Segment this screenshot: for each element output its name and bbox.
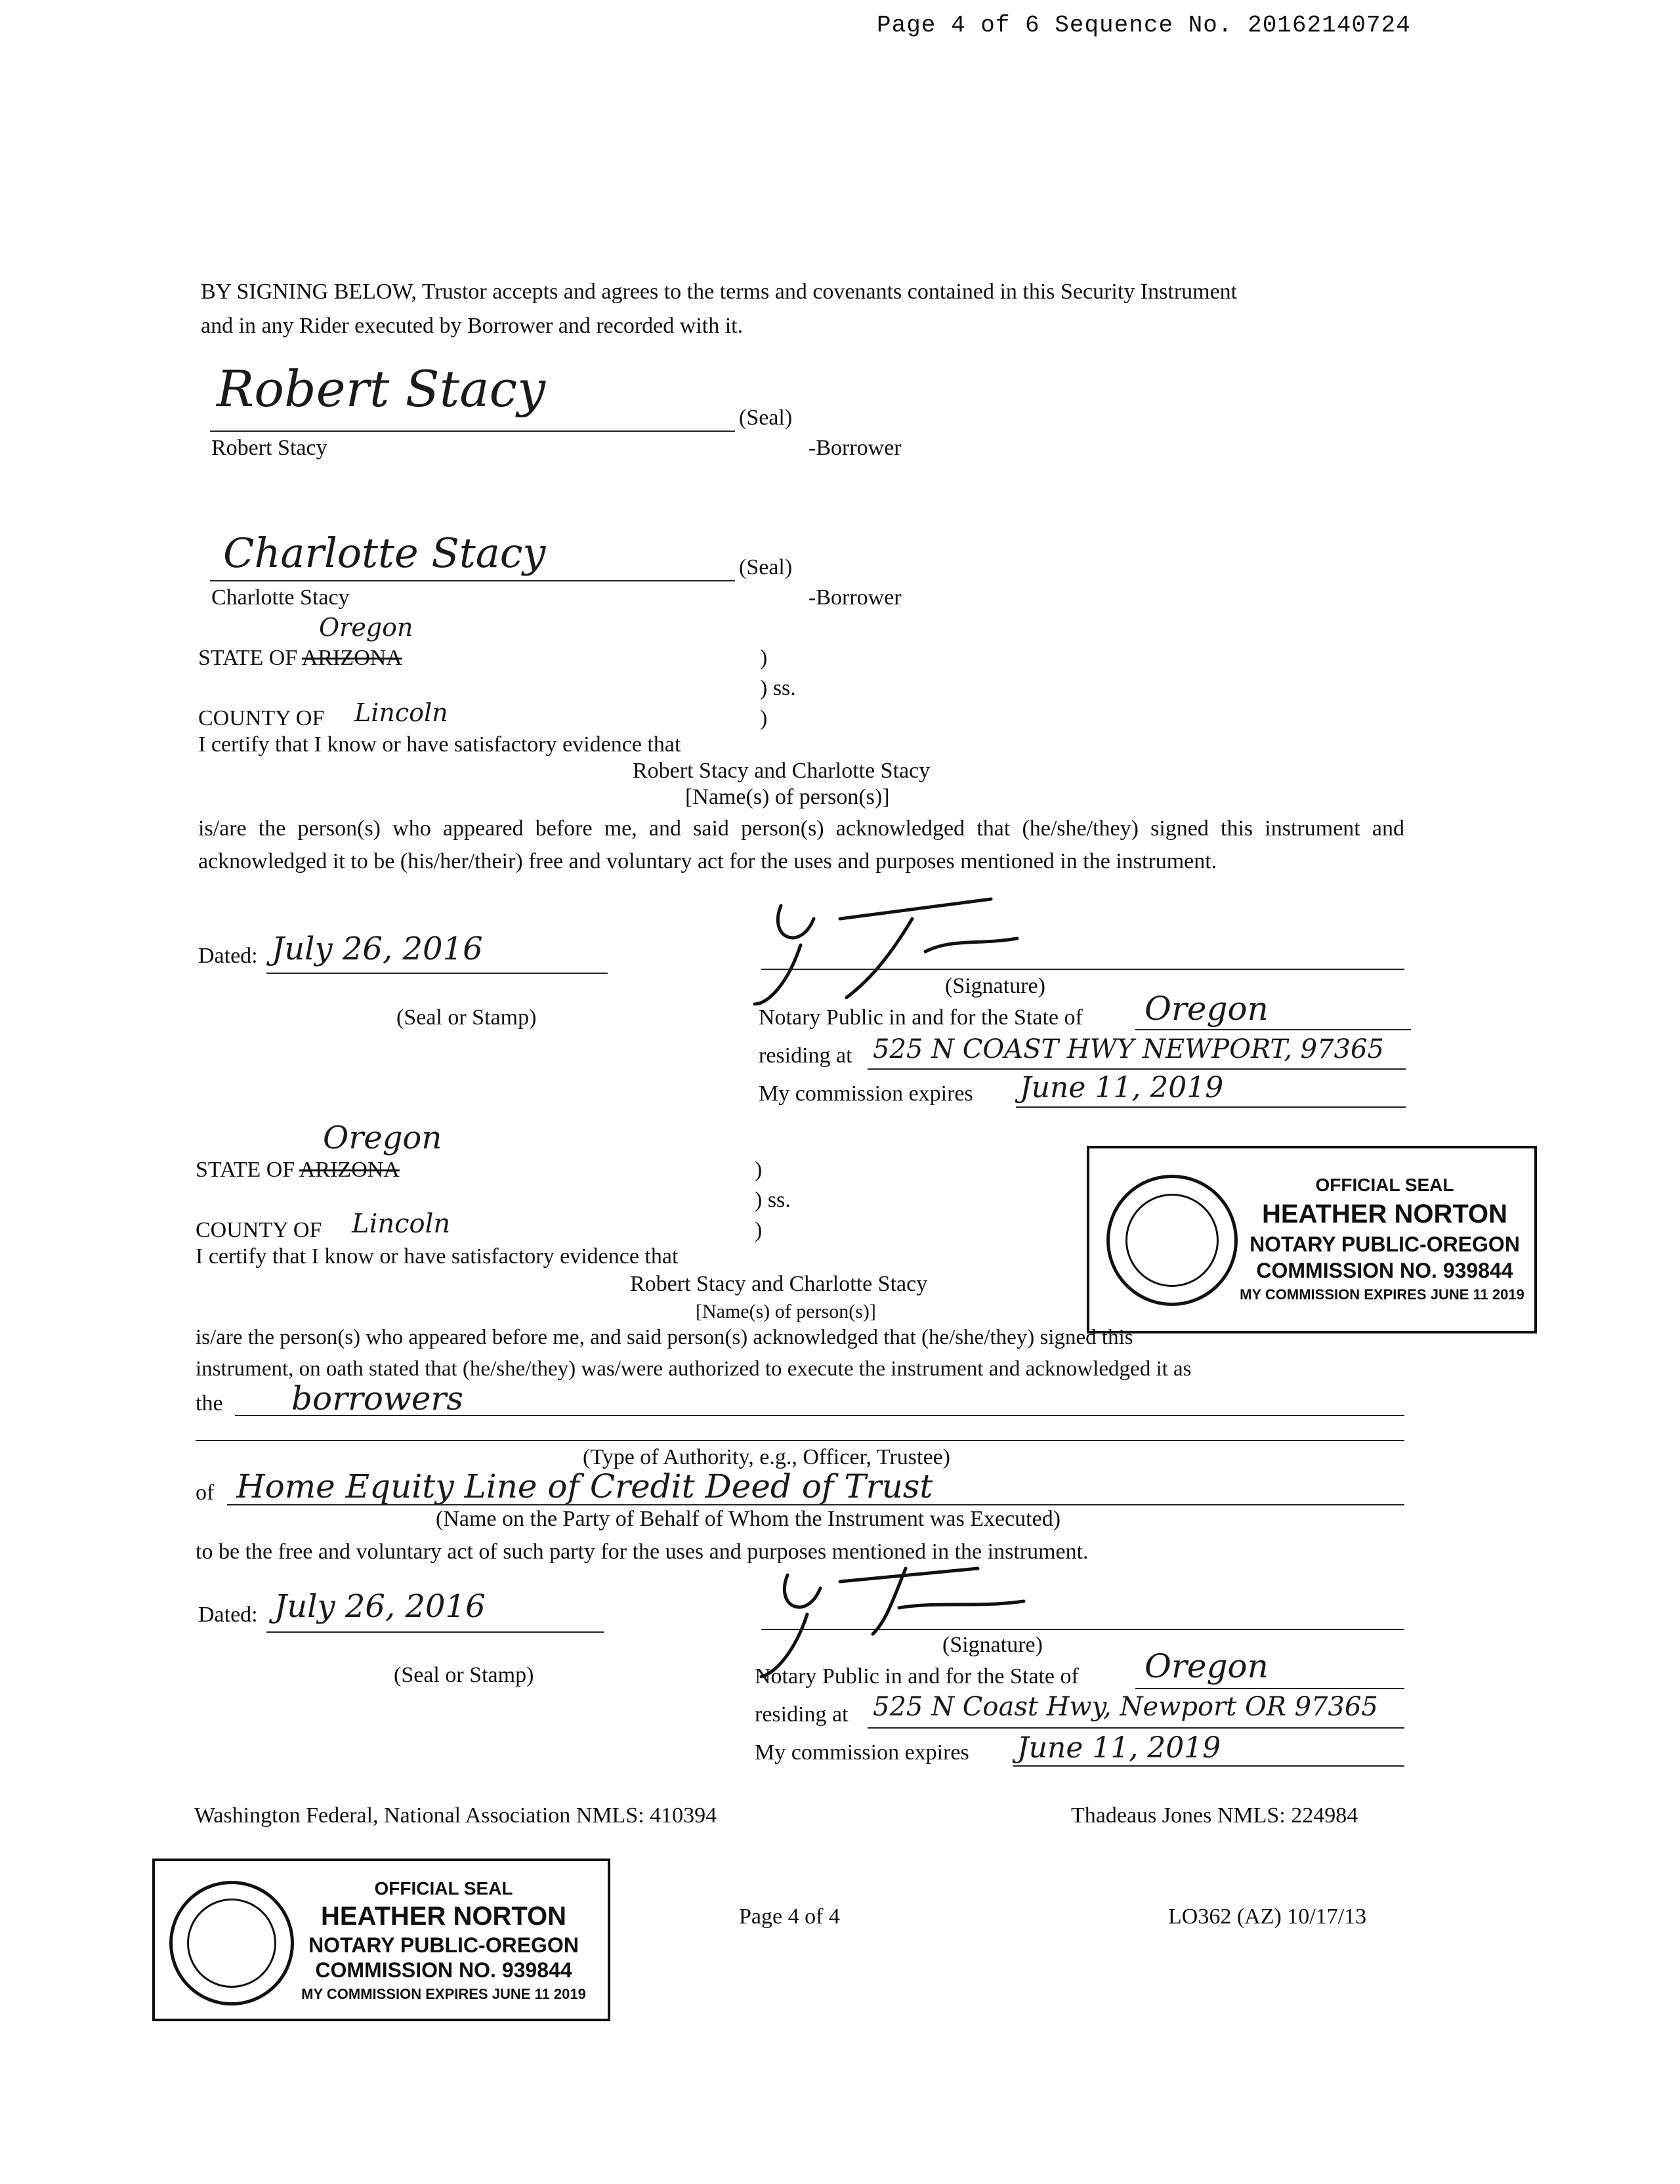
- seal-line-official: OFFICIAL SEAL: [1315, 1175, 1454, 1195]
- ack2-of-value: Home Equity Line of Credit Deed of Trust: [236, 1467, 933, 1505]
- ack2-notary-state-line: [1135, 1688, 1404, 1689]
- intro-line-2: and in any Rider executed by Borrower and recorded with it.: [201, 314, 744, 338]
- ack2-the-line: [235, 1415, 1404, 1416]
- ack2-signature-caption: (Signature): [942, 1633, 1043, 1657]
- seal-line-official: OFFICIAL SEAL: [374, 1878, 513, 1899]
- ack2-state-handwritten: Oregon: [323, 1120, 442, 1156]
- ack1-county-label: COUNTY OF: [198, 706, 325, 730]
- oregon-state-seal-icon: [1106, 1175, 1238, 1306]
- ack1-ss: ) ss.: [760, 676, 796, 700]
- ack2-type-caption: (Type of Authority, e.g., Officer, Trustee): [583, 1445, 950, 1469]
- page-sequence-header: Page 4 of 6 Sequence No. 20162140724: [877, 12, 1411, 39]
- ack2-persons: Robert Stacy and Charlotte Stacy: [630, 1272, 928, 1296]
- ack2-body-line-2: instrument, on oath stated that (he/she/they) was/were authorized to execute the instrument and acknowledged it as: [196, 1357, 1192, 1381]
- ack1-paren-close: ): [760, 706, 768, 730]
- ack1-paren-open: ): [760, 646, 768, 670]
- ack2-body-line-1: is/are the person(s) who appeared before me, and said person(s) acknowledged that (he/she/they) signed this: [196, 1326, 1133, 1349]
- ack2-ss: ) ss.: [755, 1188, 791, 1212]
- ack2-signature-line: [761, 1629, 1404, 1630]
- ack1-notary-label: Notary Public in and for the State of: [759, 1005, 1083, 1030]
- ack1-commission-value: June 11, 2019: [1020, 1071, 1224, 1104]
- borrower-2-signature: Charlotte Stacy: [223, 529, 546, 577]
- seal-line-name: HEATHER NORTON: [320, 1902, 567, 1931]
- ack2-dated-line: [266, 1631, 604, 1633]
- ack2-blank-line: [196, 1440, 1404, 1441]
- ack2-of-label: of: [196, 1480, 215, 1505]
- ack1-persons-caption: [Name(s) of person(s)]: [685, 785, 890, 809]
- ack2-the-label: the: [196, 1391, 223, 1416]
- ack2-notary-state: Oregon: [1144, 1647, 1269, 1685]
- ack1-notary-state-line: [1135, 1029, 1411, 1030]
- seal-line-expires: MY COMMISSION EXPIRES JUNE 11 2019: [1240, 1286, 1524, 1303]
- seal-line-commission: COMMISSION NO. 939844: [1256, 1259, 1513, 1282]
- ack1-county-handwritten: Lincoln: [354, 698, 448, 727]
- ack1-residing-label: residing at: [759, 1043, 852, 1068]
- ack1-dated-line: [266, 973, 608, 974]
- ack2-state-struck: ARIZONA: [299, 1158, 400, 1182]
- ack1-commission-label: My commission expires: [759, 1082, 973, 1106]
- official-seal-stamp-top: [1087, 1146, 1537, 1334]
- ack1-signature-caption: (Signature): [945, 974, 1045, 998]
- footer-form-number: LO362 (AZ) 10/17/13: [1168, 1904, 1367, 1929]
- footer-officer: Thadeaus Jones NMLS: 224984: [1071, 1803, 1358, 1828]
- footer-lender: Washington Federal, National Association NMLS: 410394: [194, 1803, 717, 1828]
- borrower-1-seal: (Seal): [739, 406, 793, 430]
- seal-line-commission: COMMISSION NO. 939844: [315, 1958, 572, 1982]
- ack1-notary-state: Oregon: [1144, 990, 1269, 1028]
- ack1-commission-line: [1016, 1106, 1406, 1108]
- borrower-1-signature: Robert Stacy: [217, 360, 546, 418]
- seal-line-notary: NOTARY PUBLIC-OREGON: [308, 1933, 579, 1957]
- ack2-of-line: [227, 1504, 1404, 1505]
- ack2-residing-value: 525 N Coast Hwy, Newport OR 97365: [873, 1692, 1378, 1722]
- ack2-party-caption: (Name on the Party of Behalf of Whom the Instrument was Executed): [436, 1507, 1061, 1531]
- ack2-certify: I certify that I know or have satisfactory evidence that: [196, 1244, 679, 1269]
- ack1-residing-line: [868, 1068, 1406, 1070]
- seal-line-expires: MY COMMISSION EXPIRES JUNE 11 2019: [301, 1986, 586, 2002]
- borrower-1-role: -Borrower: [808, 436, 902, 460]
- seal-line-name: HEATHER NORTON: [1261, 1200, 1508, 1228]
- borrower-2-signature-line: [210, 580, 735, 581]
- ack2-dated-handwritten: July 26, 2016: [274, 1588, 486, 1625]
- ack1-dated-handwritten: July 26, 2016: [272, 931, 483, 967]
- seal-line-notary: NOTARY PUBLIC-OREGON: [1250, 1232, 1520, 1256]
- ack1-signature-line: [761, 969, 1404, 970]
- ack2-county-label: COUNTY OF: [196, 1218, 322, 1242]
- ack2-residing-label: residing at: [755, 1702, 849, 1727]
- ack2-paren-open: ): [755, 1158, 763, 1182]
- ack2-free-act: to be the free and voluntary act of such party for the uses and purposes mentioned in the instrument.: [196, 1540, 1089, 1564]
- ack2-residing-line: [868, 1727, 1404, 1729]
- ack1-state-struck: ARIZONA: [301, 646, 402, 670]
- ack2-the-value: borrowers: [291, 1379, 463, 1418]
- ack2-seal-or-stamp: (Seal or Stamp): [394, 1663, 534, 1687]
- intro-line-1: BY SIGNING BELOW, Trustor accepts and agrees to the terms and covenants contained in this Security Instrument: [201, 280, 1238, 304]
- ack1-residing-value: 525 N COAST HWY NEWPORT, 97365: [873, 1034, 1384, 1064]
- oregon-state-seal-icon: [169, 1881, 294, 2006]
- ack1-persons: Robert Stacy and Charlotte Stacy: [633, 759, 931, 783]
- borrower-1-name: Robert Stacy: [211, 436, 327, 460]
- official-seal-stamp-bottom: [152, 1858, 610, 2021]
- ack2-commission-value: June 11, 2019: [1017, 1731, 1221, 1765]
- ack2-commission-line: [1013, 1765, 1404, 1767]
- ack2-notary-label: Notary Public in and for the State of: [755, 1664, 1079, 1689]
- ack1-seal-or-stamp: (Seal or Stamp): [396, 1005, 537, 1030]
- ack2-county-handwritten: Lincoln: [352, 1209, 451, 1239]
- ack2-commission-label: My commission expires: [755, 1740, 969, 1765]
- ack2-state-label: STATE OF: [196, 1158, 295, 1182]
- ack2-dated-label: Dated:: [198, 1603, 258, 1627]
- ack2-persons-caption: [Name(s) of person(s)]: [696, 1301, 876, 1322]
- ack1-state-row: [198, 646, 402, 671]
- ack1-dated-label: Dated:: [198, 944, 258, 968]
- ack2-state-row: [196, 1158, 400, 1183]
- ack1-state-label: STATE OF: [198, 646, 298, 670]
- borrower-2-name: Charlotte Stacy: [211, 585, 350, 610]
- borrower-1-signature-line: [210, 430, 735, 432]
- borrower-2-seal: (Seal): [739, 555, 793, 579]
- ack1-body: is/are the person(s) who appeared before me, and said person(s) acknowledged that (he/she/they) signed this instrument and acknowledged it to be (his/her/their) free and voluntary act for the uses and purposes mentioned in the instrument.: [198, 816, 1404, 873]
- borrower-2-role: -Borrower: [808, 585, 902, 610]
- ack2-paren-close: ): [755, 1218, 763, 1242]
- ack1-state-handwritten: Oregon: [319, 613, 413, 642]
- footer-page: Page 4 of 4: [739, 1904, 840, 1929]
- ack1-certify: I certify that I know or have satisfactory evidence that: [198, 732, 681, 757]
